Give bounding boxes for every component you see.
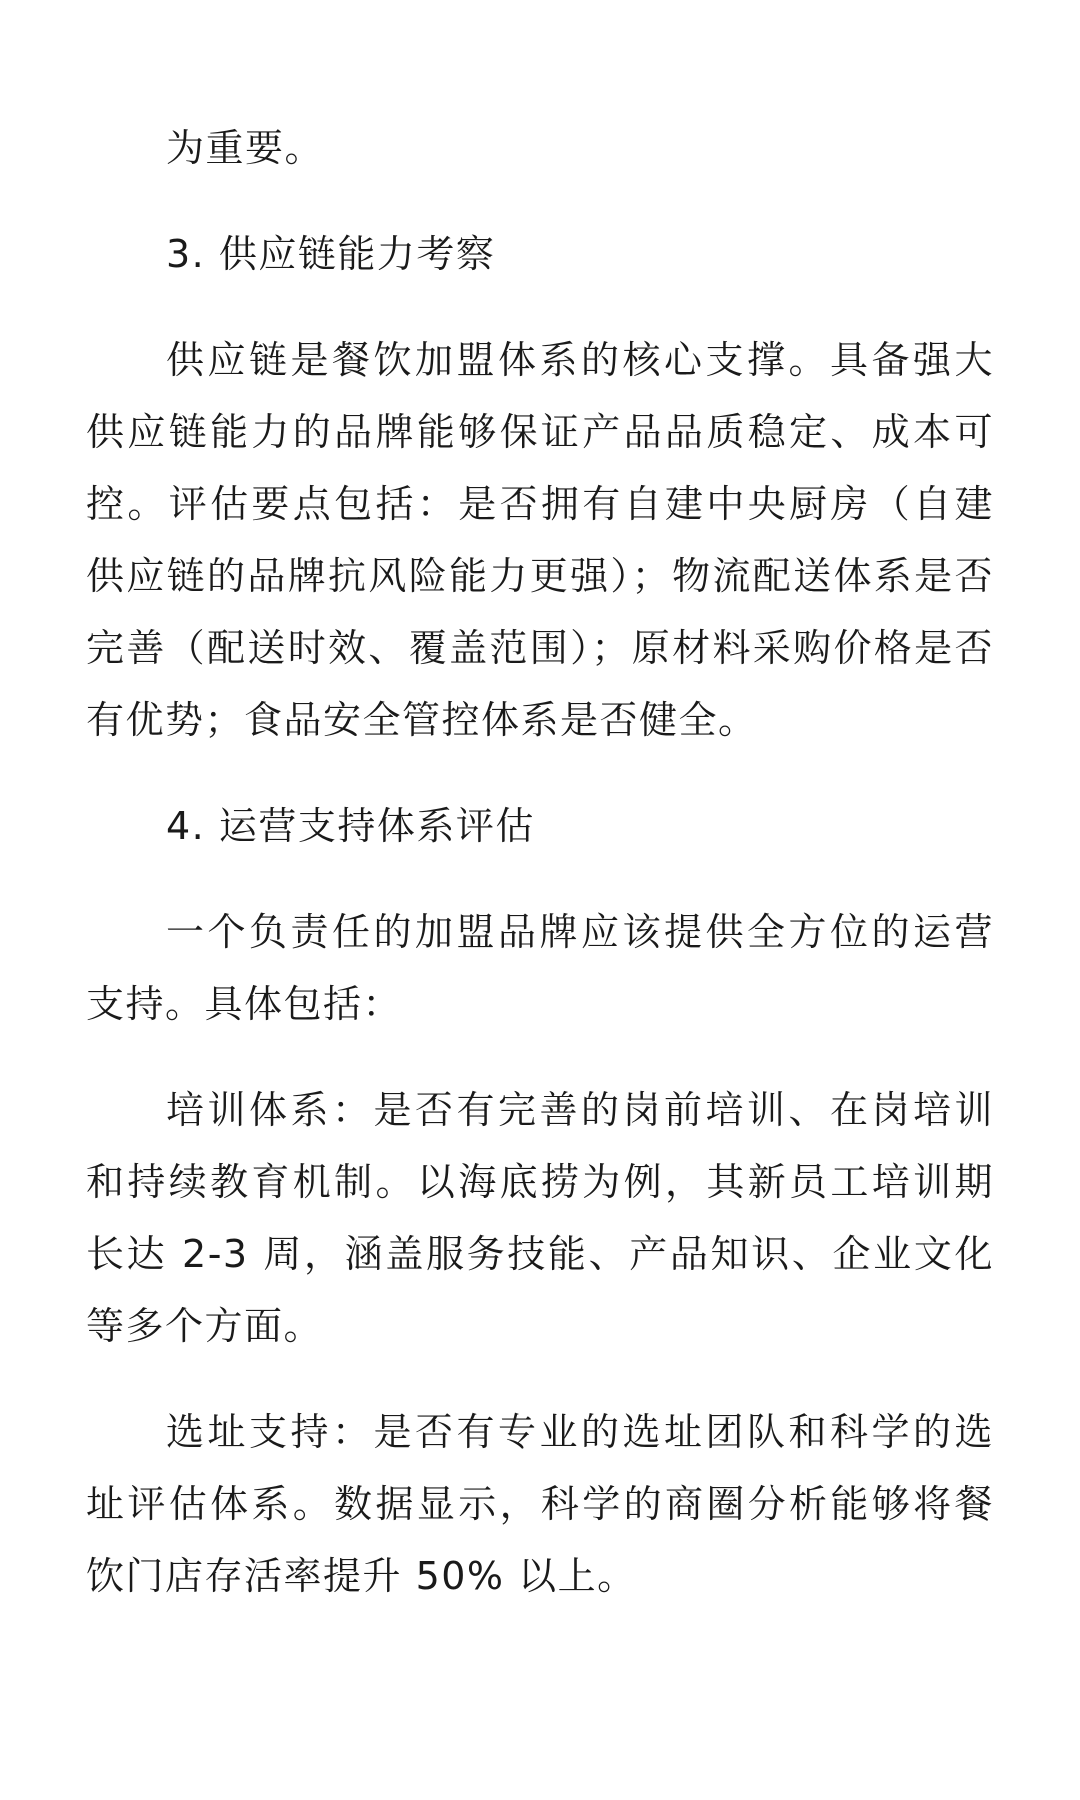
- article-body: [86, 112, 994, 1646]
- section-heading-operations-support: 4. 运营支持体系评估: [166, 804, 535, 848]
- paragraph-supply-chain: 供应链是餐饮加盟体系的核心支撑。具备强大供应链能力的品牌能够保证产品品质稳定、成本可控。评估要点包括：是否拥有自建中央厨房（自建供应链的品牌抗风险能力更强）；物流配送体系是否完善（配送时效、覆盖范围）；原材料采购价格是否有优势；食品安全管控体系是否健全。: [86, 338, 994, 742]
- paragraph-site-selection: 选址支持：是否有专业的选址团队和科学的选址评估体系。数据显示，科学的商圈分析能够将餐饮门店存活率提升 50% 以上。: [86, 1410, 994, 1598]
- paragraph-operations-intro: 一个负责任的加盟品牌应该提供全方位的运营支持。具体包括：: [86, 910, 994, 1026]
- paragraph-continuation: 为重要。: [166, 126, 325, 170]
- section-heading-supply-chain: 3. 供应链能力考察: [166, 232, 496, 276]
- paragraph-training-system: 培训体系：是否有完善的岗前培训、在岗培训和持续教育机制。以海底捞为例，其新员工培训期长达 2-3 周，涵盖服务技能、产品知识、企业文化等多个方面。: [86, 1088, 994, 1348]
